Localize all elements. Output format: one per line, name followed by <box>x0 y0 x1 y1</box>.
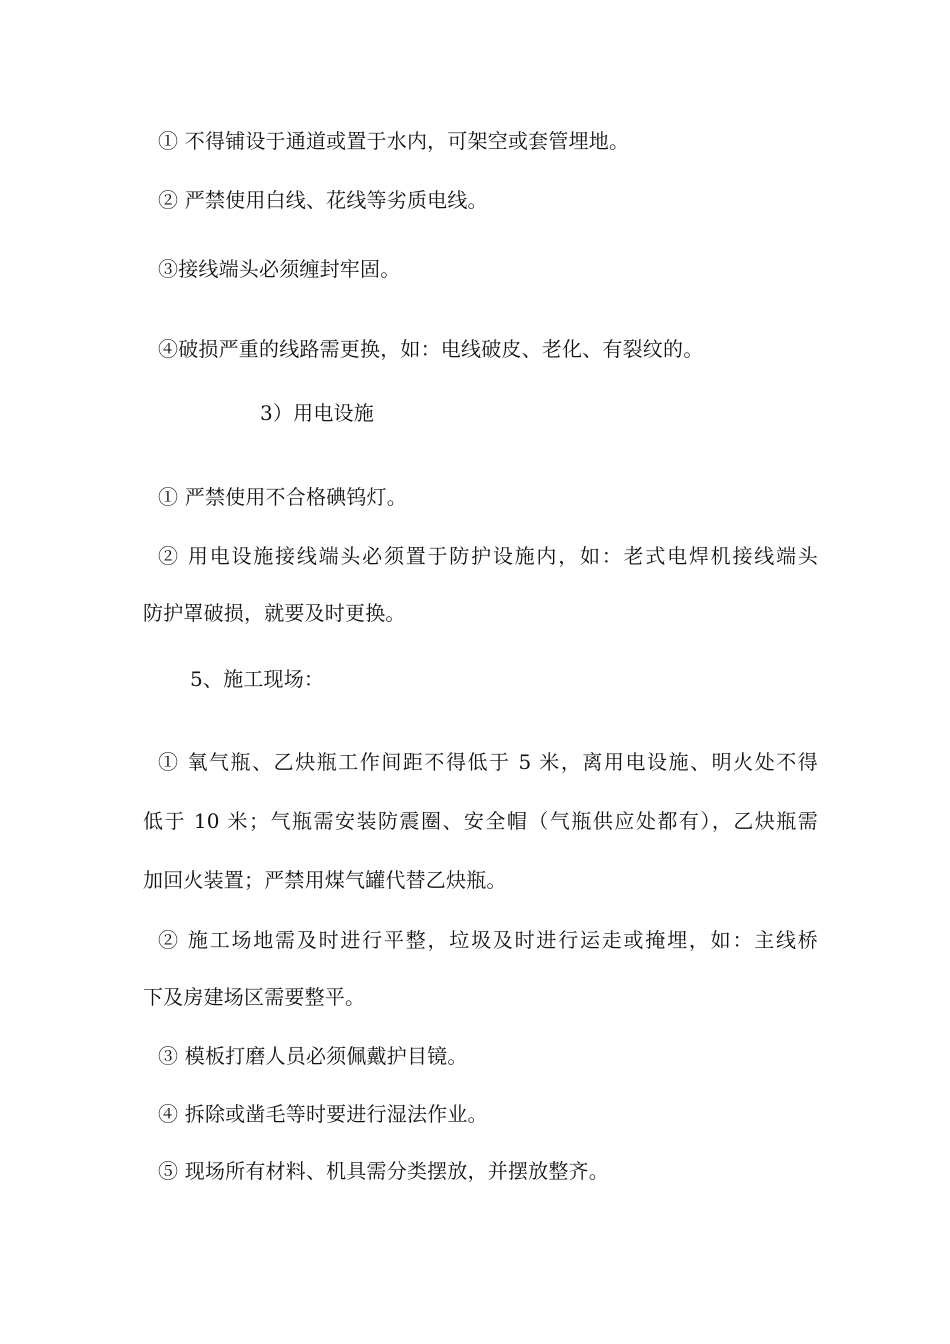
paragraph-line: 防护罩破损，就要及时更换。 <box>143 601 406 625</box>
paragraph-line: ② 用电设施接线端头必须置于防护设施内，如：老式电焊机接线端头 <box>158 544 818 568</box>
paragraph-line: ④破损严重的线路需更换，如：电线破皮、老化、有裂纹的。 <box>158 337 704 361</box>
paragraph-line: ④ 拆除或凿毛等时要进行湿法作业。 <box>158 1102 488 1126</box>
paragraph-line: ① 严禁使用不合格碘钨灯。 <box>158 485 407 509</box>
section-heading: 3）用电设施 <box>260 401 374 425</box>
paragraph-line: ① 不得铺设于通道或置于水内，可架空或套管埋地。 <box>158 129 630 153</box>
paragraph-line: ② 施工场地需及时进行平整，垃圾及时进行运走或掩埋，如：主线桥 <box>158 928 818 952</box>
paragraph-line: ① 氧气瓶、乙炔瓶工作间距不得低于 5 米，离用电设施、明火处不得 <box>158 750 818 774</box>
paragraph-line: 加回火装置；严禁用煤气罐代替乙炔瓶。 <box>143 868 507 892</box>
paragraph-line: 低于 10 米；气瓶需安装防震圈、安全帽（气瓶供应处都有），乙炔瓶需 <box>143 809 818 833</box>
paragraph-line: ⑤ 现场所有材料、机具需分类摆放，并摆放整齐。 <box>158 1159 609 1183</box>
paragraph-line: ③ 模板打磨人员必须佩戴护目镜。 <box>158 1044 468 1068</box>
paragraph-line: ② 严禁使用白线、花线等劣质电线。 <box>158 188 488 212</box>
paragraph-line: ③接线端头必须缠封牢固。 <box>158 257 401 281</box>
paragraph-line: 下及房建场区需要整平。 <box>143 985 366 1009</box>
section-heading: 5、施工现场： <box>190 667 325 691</box>
